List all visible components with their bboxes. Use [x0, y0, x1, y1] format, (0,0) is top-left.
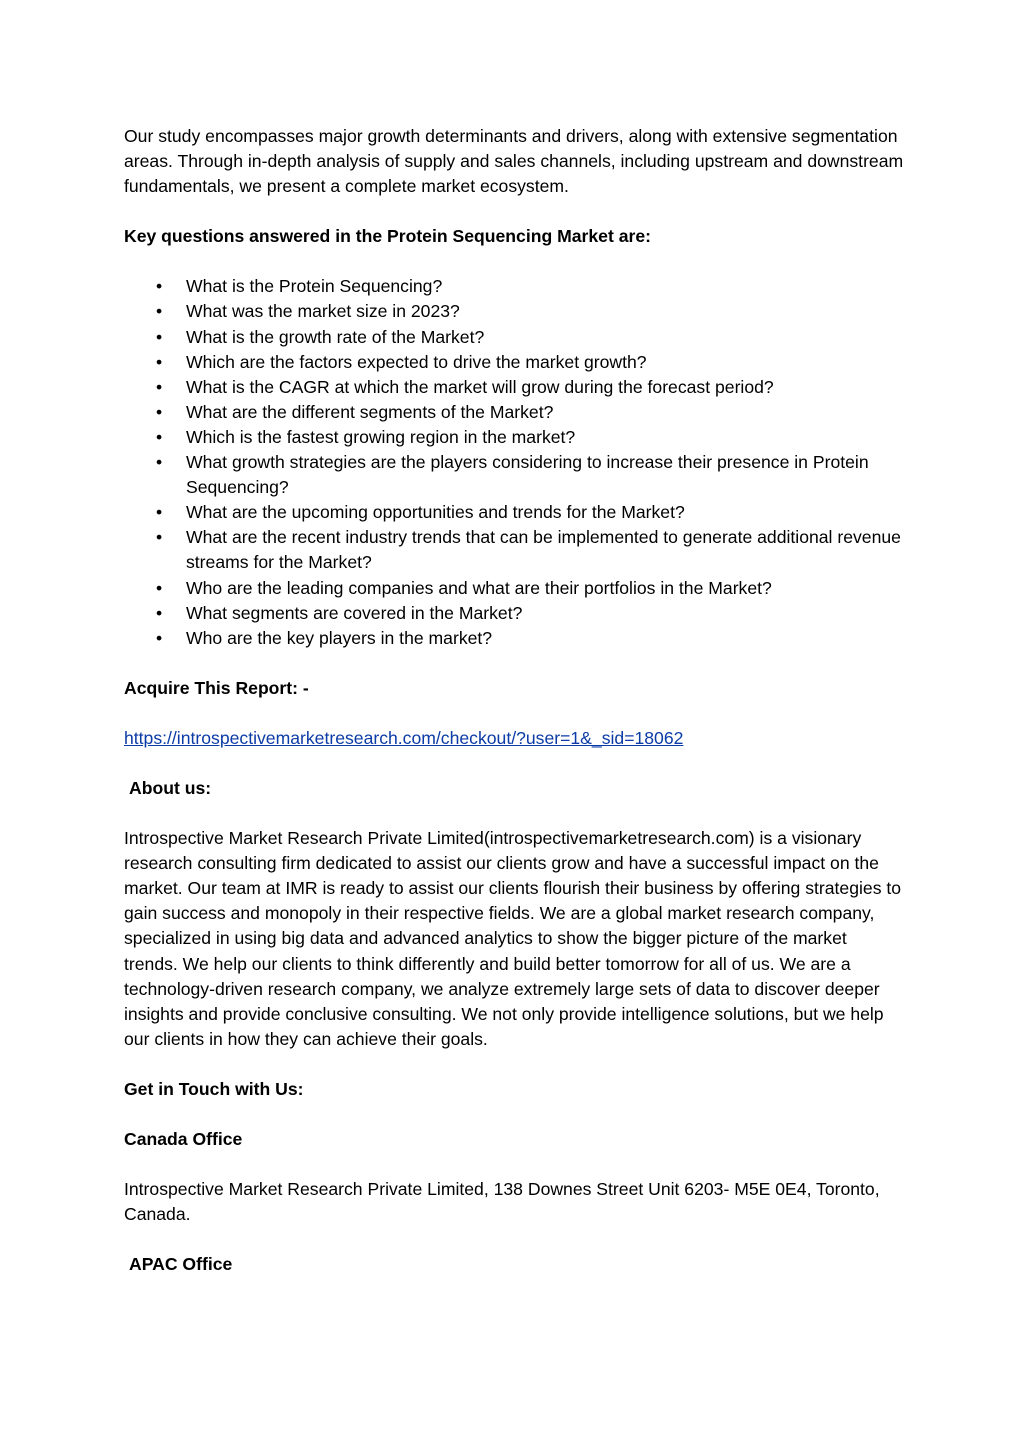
bullet-icon: • [156, 527, 163, 548]
question-text: What growth strategies are the players considering to increase their presence in Protein Sequencing? [186, 452, 869, 498]
question-item [124, 576, 904, 601]
question-text: Which are the factors expected to drive the market growth? [186, 351, 647, 372]
contact-heading: Get in Touch with Us: [124, 1078, 304, 1099]
question-item [124, 400, 904, 425]
question-text: Which is the fastest growing region in the market? [186, 426, 576, 447]
bullet-icon: • [156, 502, 163, 523]
question-text: What are the recent industry trends that can be implemented to generate additional revenue streams for the Market? [186, 527, 901, 573]
question-item [124, 450, 904, 500]
acquire-report-link[interactable]: https://introspectivemarketresearch.com/checkout/?user=1&_sid=18062 [124, 727, 684, 748]
question-item [124, 425, 904, 450]
bullet-icon: • [156, 426, 163, 447]
question-text: What are the different segments of the Market? [186, 401, 554, 422]
question-text: Who are the leading companies and what are their portfolios in the Market? [186, 577, 772, 598]
acquire-heading: Acquire This Report: - [124, 677, 309, 698]
question-text: What is the Protein Sequencing? [186, 276, 443, 297]
bullet-icon: • [156, 351, 163, 372]
question-item [124, 626, 904, 651]
question-text: What is the growth rate of the Market? [186, 326, 485, 347]
bullet-icon: • [156, 401, 163, 422]
question-item [124, 325, 904, 350]
bullet-icon: • [156, 301, 163, 322]
document-page [124, 124, 904, 1302]
question-item [124, 601, 904, 626]
question-item [124, 500, 904, 525]
question-item [124, 350, 904, 375]
question-item [124, 525, 904, 575]
key-questions-heading: Key questions answered in the Protein Sequencing Market are: [124, 226, 651, 247]
question-item [124, 299, 904, 324]
canada-office-heading: Canada Office [124, 1129, 243, 1149]
canada-address: Introspective Market Research Private Limited, 138 Downes Street Unit 6203- M5E 0E4, Toronto, Canada. [124, 1179, 880, 1225]
question-text: What are the upcoming opportunities and trends for the Market? [186, 502, 685, 523]
question-text: Who are the key players in the market? [186, 627, 493, 648]
question-text: What is the CAGR at which the market will grow during the forecast period? [186, 376, 774, 397]
bullet-icon: • [156, 276, 163, 297]
intro-paragraph: Our study encompasses major growth determinants and drivers, along with extensive segmentation areas. Through in-depth analysis of supply and sales channels, including upstream and downstream fundamentals, we present a complete market ecosystem. [124, 126, 904, 197]
about-heading: About us: [129, 777, 212, 798]
question-item [124, 274, 904, 299]
question-item [124, 375, 904, 400]
bullet-icon: • [156, 376, 163, 397]
question-text: What was the market size in 2023? [186, 301, 460, 322]
apac-office-heading: APAC Office [129, 1254, 233, 1275]
acquire-link-paragraph [124, 726, 904, 751]
bullet-icon: • [156, 577, 163, 598]
bullet-icon: • [156, 326, 163, 347]
bullet-icon: • [156, 627, 163, 648]
about-paragraph: Introspective Market Research Private Limited(introspectivemarketresearch.com) is a visionary research consulting firm dedicated to assist our clients grow and have a successful impact on the market. Our team at IMR is ready to assist our clients flourish their business by offering strategies to gain success and monopoly in their respective fields. We are a global market research company, specialized in using big data and advanced analytics to show the bigger picture of the market trends. We help our clients to think differently and build better tomorrow for all of us. We are a technology-driven research company, we analyze extremely large sets of data to discover deeper insights and provide conclusive consulting. We not only provide intelligence solutions, but we help our clients in how they can achieve their goals. [124, 828, 902, 1049]
bullet-icon: • [156, 452, 163, 473]
question-text: What segments are covered in the Market? [186, 602, 523, 623]
bullet-icon: • [156, 602, 163, 623]
questions-list [124, 274, 904, 650]
